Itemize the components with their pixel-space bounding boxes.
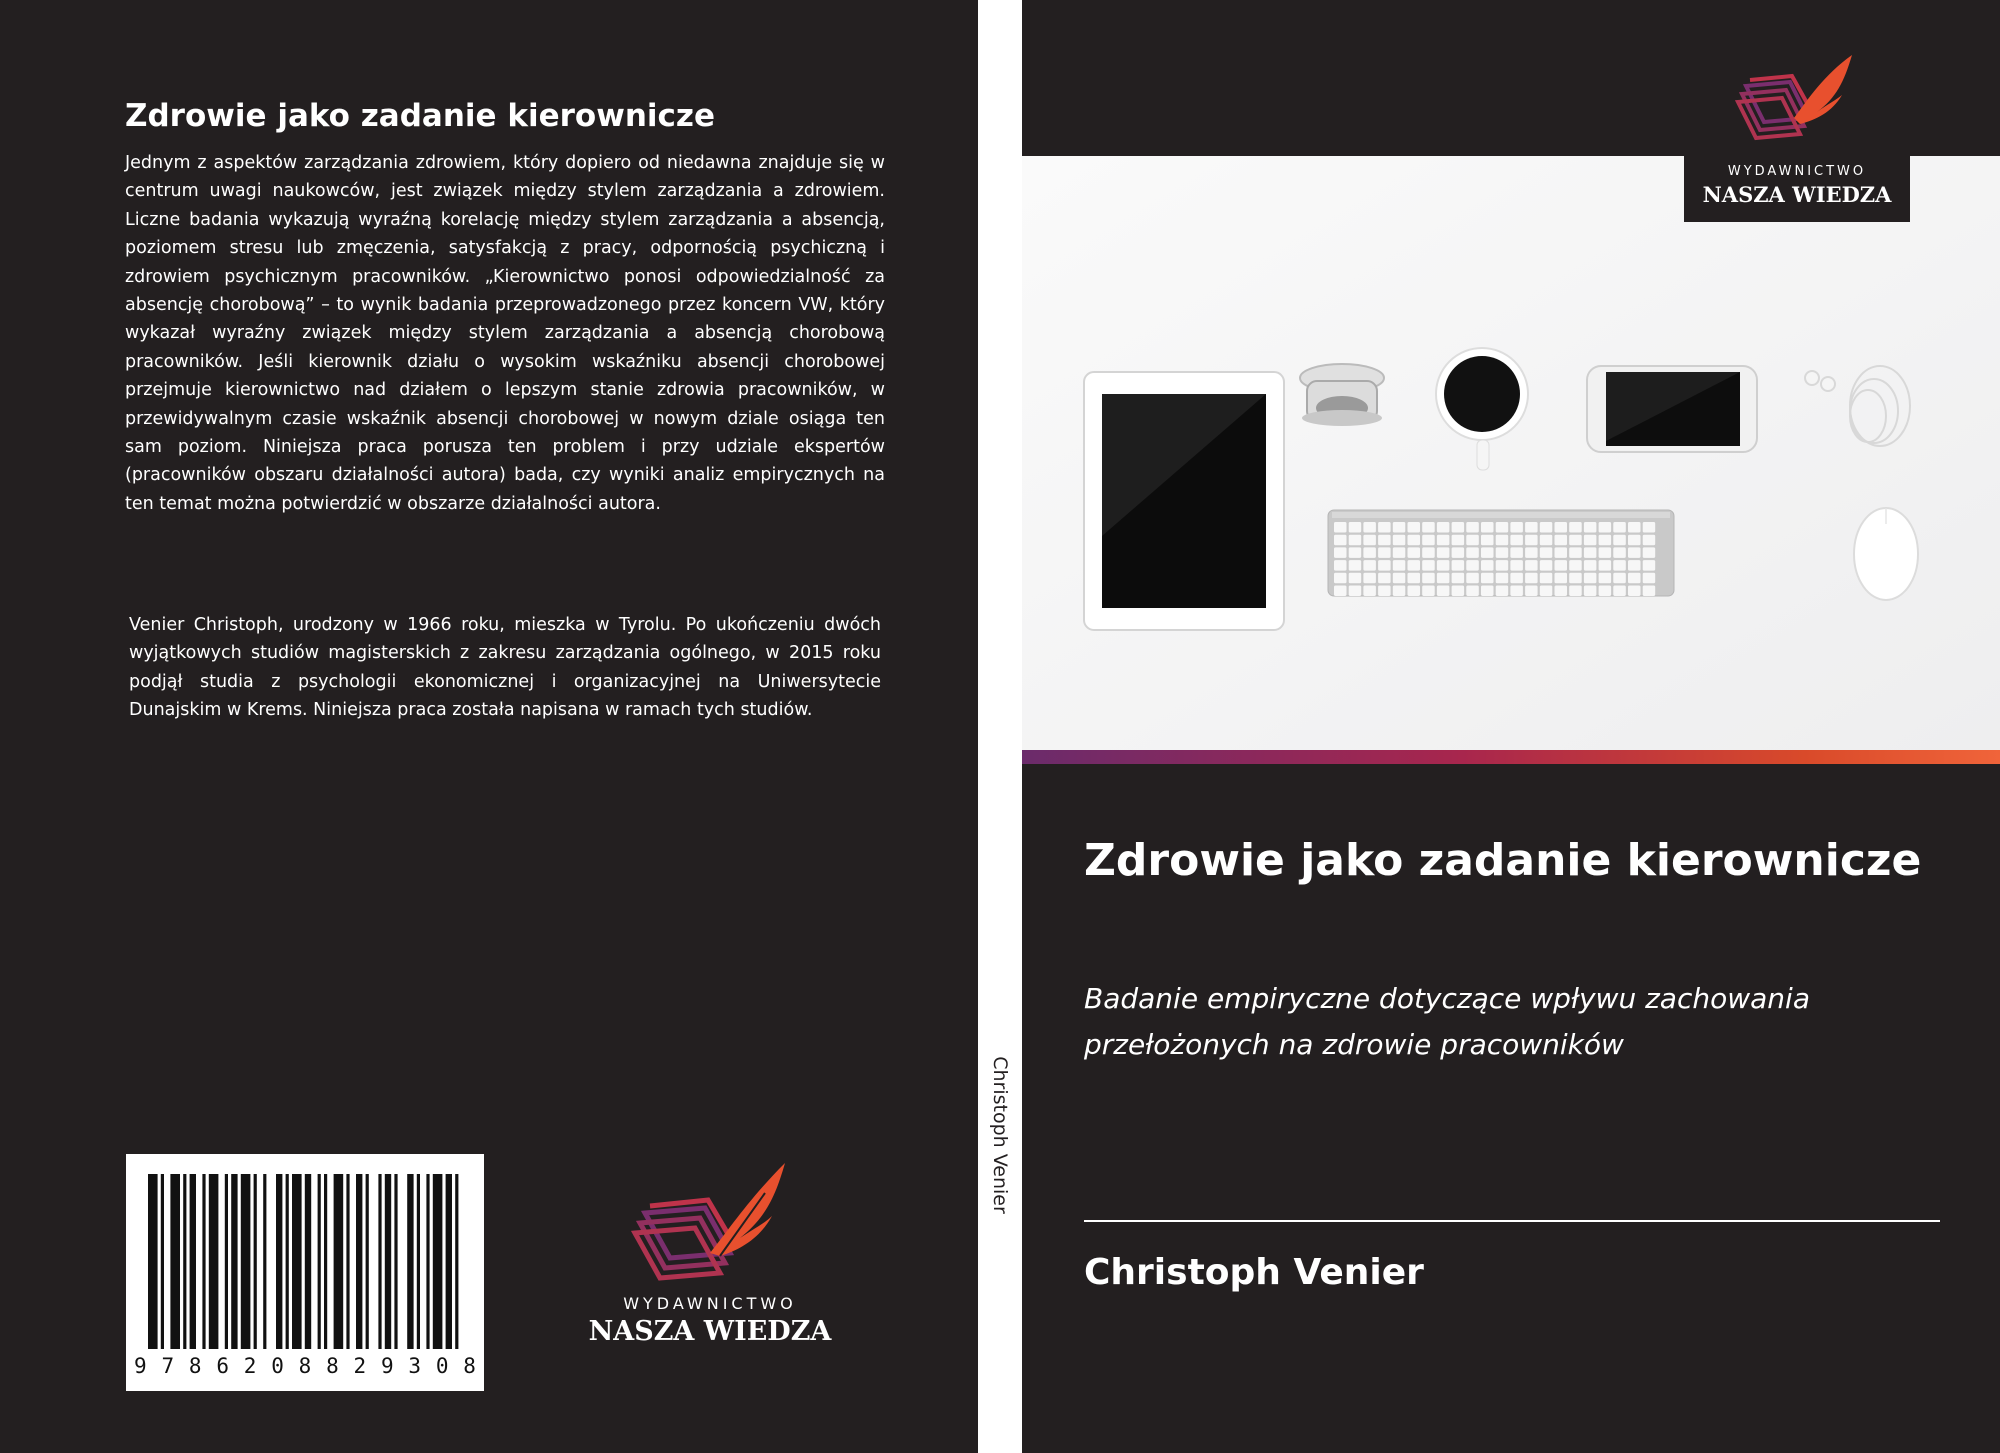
isbn-digit: 8 <box>298 1354 312 1378</box>
keyboard-key <box>1540 586 1553 597</box>
keyboard-key <box>1363 522 1376 533</box>
keyboard-key <box>1584 547 1597 558</box>
keyboard-key <box>1349 586 1362 597</box>
keyboard-key <box>1569 547 1582 558</box>
barcode-bar <box>446 1174 452 1349</box>
isbn-digit: 2 <box>243 1354 257 1378</box>
keyboard-icon <box>1328 510 1674 596</box>
keyboard-key <box>1643 522 1656 533</box>
keyboard-key <box>1555 586 1568 597</box>
barcode-bar <box>202 1174 205 1349</box>
back-cover <box>0 0 978 1453</box>
front-cover <box>1022 0 2000 1453</box>
keyboard-key <box>1555 573 1568 584</box>
barcode-bar <box>148 1174 158 1349</box>
keyboard-key <box>1481 547 1494 558</box>
barcode-bar <box>231 1174 237 1349</box>
keyboard-key <box>1393 535 1406 546</box>
keyboard-key <box>1628 547 1641 558</box>
keyboard-key <box>1452 560 1465 571</box>
keyboard-key <box>1599 560 1612 571</box>
keyboard-key <box>1540 547 1553 558</box>
keyboard-key <box>1408 586 1421 597</box>
keyboard-key <box>1643 547 1656 558</box>
back-cover-description: Jednym z aspektów zarządzania zdrowiem, który dopiero od niedawna znajduje się w centrum uwagi naukowców, jest związek między stylem zarządzania a zdrowiem. Liczne badania wykazują wyraźną korelację między stylem zarządzania a absencją, poziomem stresu lub zmęczenia, satysfakcją z pracy, odpornością psychiczną i zdrowiem psychicznym pracowników. „Kierownictwo ponosi odpowiedzialność za absencję chorobową” – to wynik badania przeprowadzonego przez koncern VW, który wykazał wyraźny związek między stylem zarządzania a absencją chorobową pracowników. Jeśli kierownik działu o wysokim wskaźniku absencji chorobowej przejmuje kierownictwo nad działem o lepszym stanie zdrowia pracowników, w przewidywalnym czasie wskaźnik absencji chorobowej w nowym dziale osiąga ten sam poziom. Niniejsza praca porusza ten problem i przy udziale ekspertów (pracowników obszaru działalności autora) bada, czy wyniki analiz empirycznych na ten temat można potwierdzić w obszarze działalności autora. <box>125 153 885 514</box>
keyboard-key <box>1613 560 1626 571</box>
keyboard-key <box>1643 560 1656 571</box>
barcode-bar <box>378 1174 381 1349</box>
keyboard-key <box>1643 535 1656 546</box>
keyboard-key <box>1422 547 1435 558</box>
keyboard-key <box>1334 560 1347 571</box>
keyboard-key <box>1496 535 1509 546</box>
barcode-bar <box>241 1174 251 1349</box>
keyboard-key <box>1481 522 1494 533</box>
keyboard-key <box>1613 535 1626 546</box>
keyboard-key <box>1393 522 1406 533</box>
cover-photo <box>1022 156 2000 750</box>
isbn-digit: 0 <box>271 1354 284 1378</box>
keyboard-key <box>1599 573 1612 584</box>
barcode-bar <box>292 1174 302 1349</box>
isbn-number <box>134 1354 476 1378</box>
book-feather-icon <box>1684 0 1910 150</box>
barcode-bar <box>225 1174 228 1349</box>
keyboard-key <box>1555 535 1568 546</box>
keyboard-key <box>1525 586 1538 597</box>
barcode-bar <box>161 1174 164 1349</box>
keyboard-key <box>1613 547 1626 558</box>
keyboard-key <box>1555 522 1568 533</box>
keyboard-key <box>1466 522 1479 533</box>
tablet-icon <box>1084 372 1284 630</box>
keyboard-key <box>1599 535 1612 546</box>
keyboard-key <box>1466 586 1479 597</box>
keyboard-key <box>1481 535 1494 546</box>
keyboard-key <box>1334 547 1347 558</box>
barcode-bar <box>426 1174 429 1349</box>
keyboard-key <box>1437 560 1450 571</box>
front-cover-author: Christoph Venier <box>1084 1252 1424 1293</box>
keyboard-key <box>1481 560 1494 571</box>
keyboard-key <box>1452 586 1465 597</box>
keyboard-key <box>1378 586 1391 597</box>
keyboard-key <box>1584 586 1597 597</box>
keyboard-key <box>1555 560 1568 571</box>
keyboard-key <box>1525 535 1538 546</box>
spine <box>978 0 1022 1453</box>
keyboard-key <box>1466 560 1479 571</box>
keyboard-key <box>1437 547 1450 558</box>
keyboard-key <box>1643 586 1656 597</box>
keyboard-key <box>1613 522 1626 533</box>
keyboard-key <box>1613 573 1626 584</box>
keyboard-key <box>1408 547 1421 558</box>
keyboard-key <box>1510 535 1523 546</box>
keyboard-key <box>1510 560 1523 571</box>
keyboard-key <box>1363 573 1376 584</box>
keyboard-key <box>1378 573 1391 584</box>
keyboard-key <box>1496 573 1509 584</box>
keyboard-key <box>1510 573 1523 584</box>
keyboard-key <box>1437 573 1450 584</box>
barcode-bar <box>170 1174 180 1349</box>
keyboard-key <box>1569 586 1582 597</box>
keyboard-key <box>1525 560 1538 571</box>
keyboard-key <box>1599 522 1612 533</box>
spine-author: Christoph Venier <box>989 1056 1011 1214</box>
keyboard-key <box>1496 586 1509 597</box>
keyboard-key <box>1613 586 1626 597</box>
keyboard-key <box>1525 522 1538 533</box>
publisher-line2-front: NASZA WIEDZA <box>1702 182 1892 207</box>
keyboard-key <box>1349 535 1362 546</box>
keyboard-key <box>1540 535 1553 546</box>
author-bio: Venier Christoph, urodzony w 1966 roku, mieszka w Tyrolu. Po ukończeniu dwóch wyjątkowych studiów magisterskich z zakresu zarządzania ogólnego, w 2015 roku podjął studia z psychologii ekonomicznej i organizacyjnej na Uniwersytecie Dunajskim w Krems. Niniejsza praca została napisana w ramach tych studiów. <box>129 615 881 721</box>
barcode-bar <box>286 1174 289 1349</box>
keyboard-key <box>1363 535 1376 546</box>
smartphone-icon <box>1587 366 1757 452</box>
keyboard-key <box>1422 535 1435 546</box>
isbn-digit: 6 <box>216 1354 229 1378</box>
barcode-bar <box>183 1174 186 1349</box>
keyboard-key <box>1481 586 1494 597</box>
keyboard-key <box>1378 535 1391 546</box>
keyboard-key <box>1643 573 1656 584</box>
keyboard-key <box>1584 522 1597 533</box>
keyboard-key <box>1393 547 1406 558</box>
barcode-bar <box>455 1174 458 1349</box>
keyboard-key <box>1393 560 1406 571</box>
barcode-bar <box>318 1174 321 1349</box>
keyboard-key <box>1466 535 1479 546</box>
barcode-bar <box>356 1174 362 1349</box>
keyboard-key <box>1569 535 1582 546</box>
keyboard-key <box>1466 573 1479 584</box>
keyboard-key <box>1378 560 1391 571</box>
front-cover-subtitle: Badanie empiryczne dotyczące wpływu zachowania przełożonych na zdrowie pracowników <box>1084 982 1810 1061</box>
keyboard-key <box>1628 573 1641 584</box>
keyboard-key <box>1349 560 1362 571</box>
keyboard-key <box>1481 573 1494 584</box>
keyboard-key <box>1510 522 1523 533</box>
keyboard-key <box>1496 547 1509 558</box>
back-cover-title: Zdrowie jako zadanie kierownicze <box>125 98 715 134</box>
barcode-bar <box>346 1174 349 1349</box>
barcode-bar <box>190 1174 196 1349</box>
keyboard-key <box>1437 535 1450 546</box>
keyboard-key <box>1408 535 1421 546</box>
keyboard-key <box>1363 560 1376 571</box>
keyboard-key <box>1584 535 1597 546</box>
barcode-bar <box>407 1174 413 1349</box>
keyboard-key <box>1452 522 1465 533</box>
keyboard-key <box>1422 560 1435 571</box>
keyboard-key <box>1408 560 1421 571</box>
keyboard-key <box>1452 535 1465 546</box>
isbn-digit: 2 <box>353 1354 367 1378</box>
publisher-logo-front <box>1684 0 1910 222</box>
keyboard-key <box>1437 586 1450 597</box>
alarm-clock-icon <box>1300 364 1384 426</box>
keyboard-key <box>1569 573 1582 584</box>
keyboard-key <box>1496 560 1509 571</box>
barcode-bar <box>209 1174 219 1349</box>
keyboard-key <box>1422 573 1435 584</box>
keyboard-key <box>1584 560 1597 571</box>
keyboard-key <box>1334 522 1347 533</box>
barcode-bar <box>254 1174 257 1349</box>
mouse-icon <box>1854 508 1918 600</box>
barcode-bar <box>276 1174 282 1349</box>
keyboard-key <box>1466 547 1479 558</box>
keyboard-key <box>1422 586 1435 597</box>
barcode-bar <box>305 1174 311 1349</box>
keyboard-key <box>1540 522 1553 533</box>
barcode-bar <box>334 1174 344 1349</box>
barcode-bar <box>394 1174 397 1349</box>
keyboard-key <box>1363 586 1376 597</box>
isbn-digit: 8 <box>326 1354 339 1378</box>
keyboard-key <box>1555 547 1568 558</box>
keyboard-key <box>1349 522 1362 533</box>
isbn-digit: 0 <box>435 1354 449 1378</box>
publisher-logo-back <box>560 1158 860 1348</box>
keyboard-key <box>1408 522 1421 533</box>
keyboard-key <box>1628 522 1641 533</box>
keyboard-key <box>1628 535 1641 546</box>
keyboard-key <box>1496 522 1509 533</box>
keyboard-key <box>1510 586 1523 597</box>
barcode-bar <box>433 1174 443 1349</box>
keyboard-key <box>1334 573 1347 584</box>
keyboard-key <box>1628 586 1641 597</box>
keyboard-key <box>1363 547 1376 558</box>
keyboard-key <box>1437 522 1450 533</box>
front-cover-title: Zdrowie jako zadanie kierownicze <box>1084 835 1922 886</box>
keyboard-key <box>1349 547 1362 558</box>
keyboard-key <box>1452 547 1465 558</box>
keyboard-key <box>1452 573 1465 584</box>
barcode-bar <box>417 1174 420 1349</box>
keyboard-key <box>1540 573 1553 584</box>
publisher-line2: NASZA WIEDZA <box>588 1316 832 1347</box>
keyboard-key <box>1569 560 1582 571</box>
keyboard-key <box>1569 522 1582 533</box>
keyboard-key <box>1349 573 1362 584</box>
keyboard-key <box>1393 586 1406 597</box>
divider-line <box>1084 1220 1940 1222</box>
barcode-bar <box>263 1174 266 1349</box>
keyboard-key <box>1599 547 1612 558</box>
keyboard-key <box>1540 560 1553 571</box>
keyboard-key <box>1334 586 1347 597</box>
isbn-digit: 7 <box>161 1354 175 1378</box>
isbn-digit: 9 <box>380 1354 394 1378</box>
keyboard-key <box>1408 573 1421 584</box>
keyboard-key <box>1599 586 1612 597</box>
keyboard-key <box>1393 573 1406 584</box>
keyboard-key <box>1378 522 1391 533</box>
barcode-bar <box>324 1174 327 1349</box>
keyboard-key <box>1334 535 1347 546</box>
isbn-barcode <box>126 1154 484 1391</box>
publisher-line1-front: WYDAWNICTWO <box>1727 164 1867 179</box>
keyboard-key <box>1628 560 1641 571</box>
barcode-bar <box>385 1174 391 1349</box>
barcode-bar <box>366 1174 369 1349</box>
keyboard-key <box>1422 522 1435 533</box>
book-feather-icon <box>560 1158 860 1288</box>
publisher-line1: WYDAWNICTWO <box>623 1294 797 1313</box>
keyboard-key <box>1584 573 1597 584</box>
isbn-digit: 8 <box>188 1354 202 1378</box>
keyboard-key <box>1378 547 1391 558</box>
isbn-digit: 9 <box>134 1354 147 1378</box>
isbn-digit: 3 <box>408 1354 422 1378</box>
isbn-digit: 8 <box>463 1354 476 1378</box>
accent-bar <box>1022 750 2000 764</box>
keyboard-key <box>1525 547 1538 558</box>
keyboard-key <box>1510 547 1523 558</box>
keyboard-key <box>1525 573 1538 584</box>
